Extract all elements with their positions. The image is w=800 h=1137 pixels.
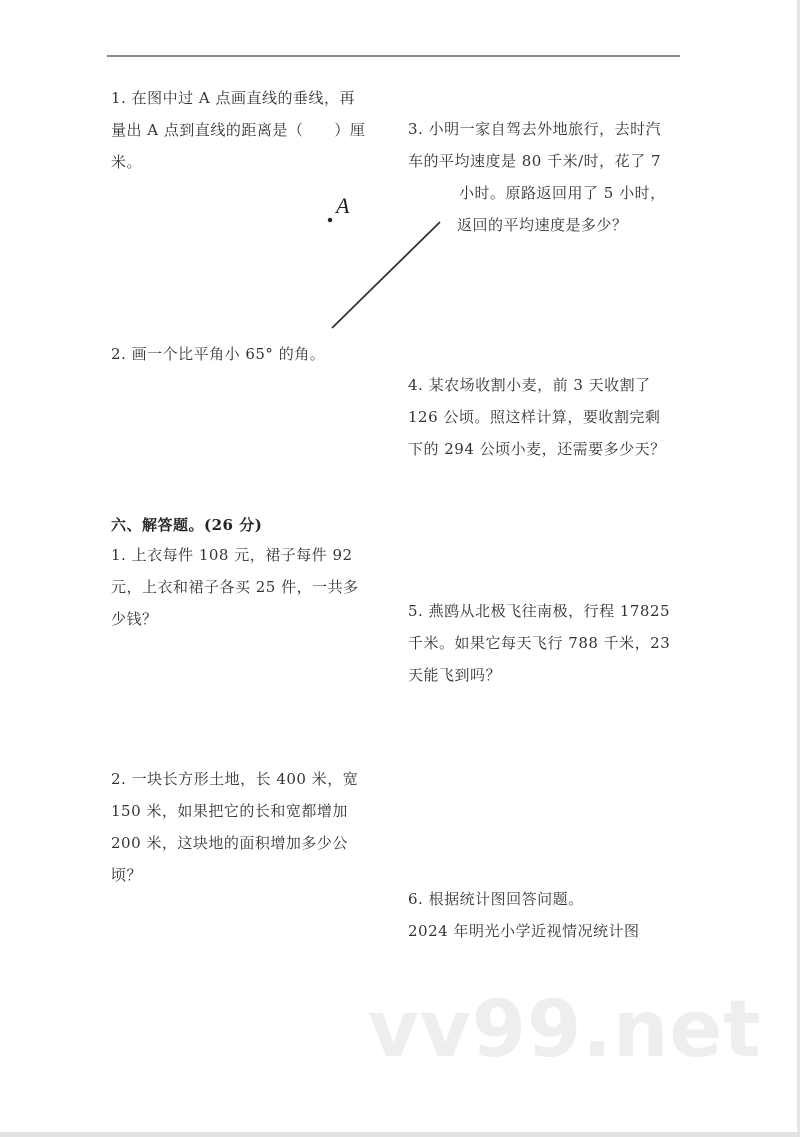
text-line: 顷？ <box>111 866 143 884</box>
header-rule <box>107 55 680 57</box>
text-line: 4. 某农场收割小麦，前 3 天收割了 <box>408 376 651 394</box>
text-line: 下的 294 公顷小麦，还需要多少天？ <box>408 440 666 458</box>
text-line: 量出 A 点到直线的距离是（ ）厘 <box>111 121 366 139</box>
chart-title: 2024 年明光小学近视情况统计图 <box>408 922 640 940</box>
text-line: 1. 在图中过 A 点画直线的垂线，再 <box>111 89 355 107</box>
text-line: 6. 根据统计图回答问题。 <box>408 890 584 908</box>
point-a-dot <box>328 218 332 222</box>
question-2-draw-angle <box>111 338 325 370</box>
section-heading: 六、解答题。(26 分) <box>111 516 263 534</box>
text-line: 元，上衣和裙子各买 25 件，一共多 <box>111 578 359 596</box>
text-line: 200 米，这块地的面积增加多少公 <box>111 834 348 852</box>
section-6-heading <box>111 512 262 538</box>
text-line: 千米。如果它每天飞行 788 千米，23 <box>408 634 671 652</box>
text-line: 3. 小明一家自驾去外地旅行，去时汽 <box>408 120 662 138</box>
page-edge-bottom <box>0 1132 800 1137</box>
question-6-statistics-chart <box>408 883 639 947</box>
text-line: 小时。原路返回用了 5 小时， <box>459 184 666 202</box>
question-1-draw-perpendicular <box>111 82 365 178</box>
text-line: 2. 画一个比平角小 65° 的角。 <box>111 345 326 363</box>
text-line: 少钱？ <box>111 610 158 628</box>
section-6-question-2 <box>111 763 358 891</box>
question-5-arctic-tern <box>408 595 670 691</box>
text-line: 返回的平均速度是多少？ <box>457 216 628 234</box>
text-line: 5. 燕鸥从北极飞往南极，行程 17825 <box>408 602 671 620</box>
text-line: 米。 <box>111 153 143 171</box>
question-4-wheat-harvest <box>408 369 666 465</box>
watermark: vv99.net <box>368 985 762 1075</box>
section-6-question-1 <box>111 539 359 635</box>
text-line: 126 公顷。照这样计算，要收割完剩 <box>408 408 661 426</box>
text-line: 1. 上衣每件 108 元，裙子每件 92 <box>111 546 353 564</box>
point-a-label: A <box>336 193 350 218</box>
text-line: 150 米，如果把它的长和宽都增加 <box>111 802 348 820</box>
text-line: 天能飞到吗？ <box>408 666 502 684</box>
text-line: 车的平均速度是 80 千米/时，花了 7 <box>408 152 661 170</box>
text-line: 2. 一块长方形土地，长 400 米，宽 <box>111 770 359 788</box>
question-3-road-trip <box>408 113 666 241</box>
